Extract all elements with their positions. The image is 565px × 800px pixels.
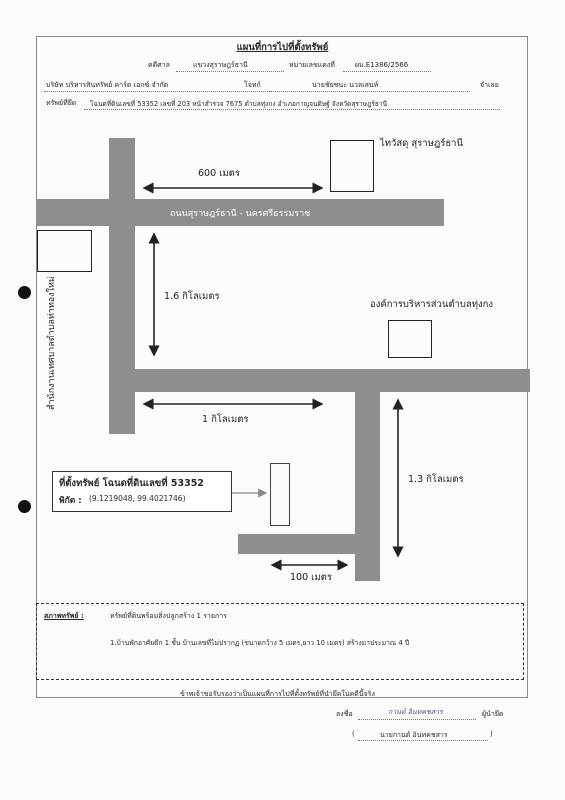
paren-open: ( [352,730,355,738]
distance-1-6km: 1.6 กิโลเมตร [164,291,220,302]
condition-label: สภาพทรัพย์ : [44,612,84,620]
property-plot-box [270,463,290,526]
condition-item: 1.บ้านพักอาศัยตึก 1 ชั้น บ้านเลขที่ไม่ปรากฏ (ขนาดกว้าง 5 เมตร,ยาว 10 เมตร) สร้างมาประมาณ 4 ปี [110,639,410,647]
main-road-label: ถนนสุราษฎร์ธานี - นครศรีธรรมราช [170,209,311,219]
distance-600m: 600 เมตร [198,168,240,179]
page-title: แผนที่การไปที่ตั้งทรัพย์ [236,42,329,53]
property-label: ทรัพย์ที่ยึด [46,99,77,107]
property-location-title: ที่ตั้งทรัพย์ โฉนดที่ดินเลขที่ 53352 [59,478,204,489]
landmark-municipality-label: สำนักงานเทศบาลตำบลท่าทองใหม่ [47,276,57,410]
case-label: หมายเลขแดงที่ [289,61,335,69]
coords-value: (9.1219048, 99.4021746) [89,494,186,503]
court-label: คดีศาล [148,61,170,69]
landmark-sao-label: องค์การบริหารส่วนตำบลทุ่งกง [370,299,493,310]
paren-close: ) [490,730,493,738]
certify-statement: ข้าพเจ้าขอรับรองว่าเป็นแผนที่การไปที่ตั้งทรัพย์ที่นำยึดในคดีนี้จริง [180,690,375,698]
defendant-value: นายชัยชนะ นวลเสนห์ [312,81,379,89]
signature: กานต์ อินทคชสาร [388,708,443,716]
plaintiff-label: โจทก์ [244,81,261,89]
coords-label: พิกัด : [59,496,82,506]
defendant-label: จำเลย [480,81,499,89]
landmark-store-label: ไทวัสดุ สุราษฎร์ธานี [380,138,463,149]
plaintiff-value: บริษัท บริหารสินทรัพย์ คาร์ด เอกซ์ จำกัด [46,81,169,89]
case-value: ผบ.E1386/2566 [355,61,409,69]
property-value: โฉนดที่ดินเลขที่ 53352 เลขที่ 203 หน้าสำรวจ 7675 ตำบลทุ่งกง อำเภอกาญจนดิษฐ์ จังหวัดสุราษฎร์ธานี [90,100,388,108]
court-value: แขวงสุราษฎร์ธานี [193,61,248,69]
signer-role: ผู้นำยึด [482,710,504,718]
distance-1-3km: 1.3 กิโลเมตร [408,474,464,485]
property-location-box [52,471,232,512]
distance-100m: 100 เมตร [290,572,332,583]
distance-1km: 1 กิโลเมตร [202,414,249,425]
sign-underline [358,719,476,720]
condition-summary: ทรัพย์ที่ดินพร้อมสิ่งปลูกสร้าง 1 รายการ [110,612,227,620]
sign-label: ลงชื่อ [336,710,353,718]
printed-name: นายกานต์ อินทคชสาร [380,731,448,739]
